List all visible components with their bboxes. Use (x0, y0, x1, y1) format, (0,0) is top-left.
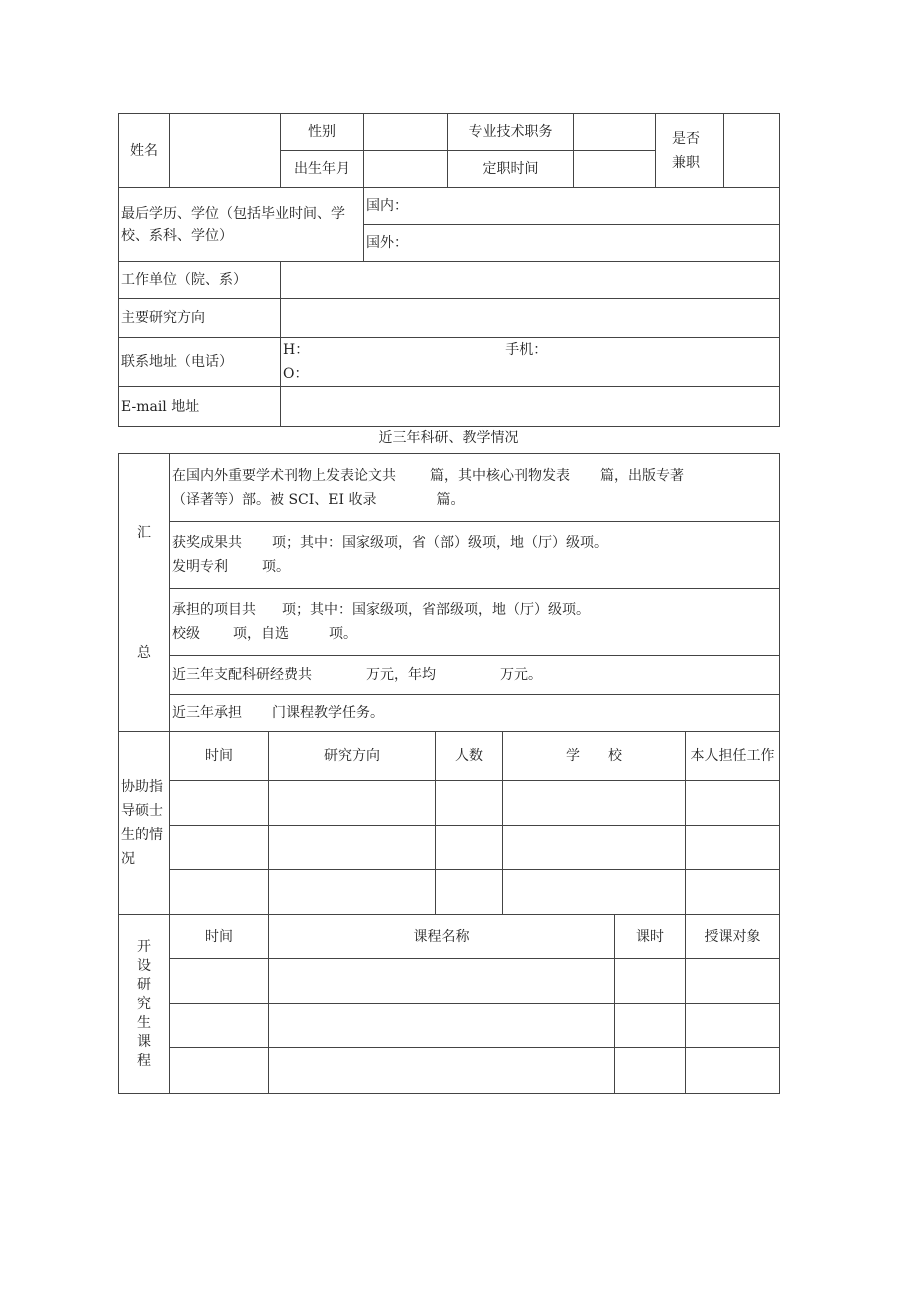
contact-field[interactable] (281, 338, 780, 387)
funding-text-3: 万元。 (500, 667, 542, 683)
research-label: 主要研究方向 (119, 299, 281, 338)
school-text-2: 项，自选 (233, 626, 289, 642)
table-row (119, 781, 780, 826)
cell[interactable] (170, 959, 269, 1004)
cell[interactable] (615, 1004, 686, 1048)
cell[interactable] (686, 826, 780, 870)
cell[interactable] (269, 870, 436, 915)
email-label: E-mail 地址 (119, 387, 281, 427)
table-row (119, 1004, 780, 1048)
school-text-3: 项。 (329, 626, 357, 642)
papers-text-4: （译著等）部。被 SCI、EI 收录 (172, 491, 377, 508)
funding-text-2: 万元，年均 (366, 667, 436, 683)
cell[interactable] (436, 826, 503, 870)
courses-text-1: 近三年承担 (172, 705, 242, 721)
courses-label: 开设研究生课程 (119, 915, 170, 1094)
domestic-label: 国内： (366, 198, 408, 214)
cell[interactable] (170, 1048, 269, 1094)
courses-text-2: 门课程教学任务。 (272, 705, 384, 721)
basic-info-table (118, 113, 780, 427)
header-role: 本人担任工作 (686, 732, 780, 781)
projects-text-2: 项；其中：国家级项，省部级项，地（厅）级项。 (282, 602, 590, 618)
contact-label: 联系地址（电话） (119, 338, 281, 387)
workplace-label: 工作单位（院、系） (119, 262, 281, 299)
supervision-table (118, 731, 780, 915)
school-text-1: 校级 (172, 626, 200, 642)
cell[interactable] (269, 826, 436, 870)
cell[interactable] (686, 870, 780, 915)
foreign-field[interactable] (364, 225, 780, 262)
header-course-name: 课程名称 (269, 915, 615, 959)
projects-cell[interactable] (170, 589, 780, 656)
cell[interactable] (436, 781, 503, 826)
papers-cell[interactable] (170, 454, 780, 522)
cell[interactable] (269, 1048, 615, 1094)
summary-label-1: 汇 (137, 524, 151, 541)
header-school: 学 校 (503, 732, 686, 781)
awards-text-2: 项；其中：国家级项，省（部）级项，地（厅）级项。 (272, 535, 608, 551)
research-field[interactable] (281, 299, 780, 338)
table-row (119, 870, 780, 915)
papers-text-3: 篇，出版专著 (600, 467, 684, 484)
parttime-field[interactable] (724, 114, 780, 188)
home-phone-label: H： (283, 342, 310, 358)
header-research: 研究方向 (269, 732, 436, 781)
papers-text-5: 篇。 (436, 491, 465, 508)
supervision-label: 协助指导硕士生的情况 (119, 732, 170, 915)
cell[interactable] (503, 781, 686, 826)
gender-label: 性别 (281, 114, 364, 151)
title-date-field[interactable] (574, 151, 656, 188)
summary-label (119, 454, 170, 732)
header-time: 时间 (170, 732, 269, 781)
cell[interactable] (269, 959, 615, 1004)
papers-text-1: 在国内外重要学术刊物上发表论文共 (172, 467, 396, 484)
cell[interactable] (269, 1004, 615, 1048)
awards-cell[interactable] (170, 522, 780, 589)
parttime-label: 是否兼职 (656, 114, 724, 188)
education-label: 最后学历、学位（包括毕业时间、学校、系科、学位） (119, 188, 364, 262)
mobile-label: 手机： (505, 342, 548, 358)
header-hours: 课时 (615, 915, 686, 959)
cell[interactable] (269, 781, 436, 826)
cell[interactable] (615, 959, 686, 1004)
cell[interactable] (503, 826, 686, 870)
cell[interactable] (503, 870, 686, 915)
name-label: 姓名 (119, 114, 170, 188)
cell[interactable] (170, 826, 269, 870)
courses-count-cell[interactable] (170, 695, 780, 732)
birth-label: 出生年月 (281, 151, 364, 188)
cell[interactable] (436, 870, 503, 915)
foreign-label: 国外： (366, 235, 408, 251)
title-field[interactable] (574, 114, 656, 151)
cell[interactable] (686, 1004, 780, 1048)
gender-field[interactable] (364, 114, 448, 151)
section-caption: 近三年科研、教学情况 (378, 430, 519, 446)
cell[interactable] (686, 959, 780, 1004)
summary-table (118, 453, 780, 732)
email-field[interactable] (281, 387, 780, 427)
patent-text-2: 项。 (262, 559, 290, 575)
papers-text-2: 篇，其中核心刊物发表 (430, 467, 570, 484)
header-time: 时间 (170, 915, 269, 959)
table-row (119, 826, 780, 870)
domestic-field[interactable] (364, 188, 780, 225)
projects-text-1: 承担的项目共 (172, 602, 256, 618)
title-label: 专业技术职务 (448, 114, 574, 151)
header-count: 人数 (436, 732, 503, 781)
awards-text-1: 获奖成果共 (172, 535, 242, 551)
summary-label-2: 总 (137, 644, 151, 661)
table-row (119, 1048, 780, 1094)
header-audience: 授课对象 (686, 915, 780, 959)
cell[interactable] (170, 1004, 269, 1048)
cell[interactable] (170, 781, 269, 826)
cell[interactable] (686, 1048, 780, 1094)
funding-text-1: 近三年支配科研经费共 (172, 667, 312, 683)
workplace-field[interactable] (281, 262, 780, 299)
funding-cell[interactable] (170, 656, 780, 695)
cell[interactable] (615, 1048, 686, 1094)
title-date-label: 定职时间 (448, 151, 574, 188)
office-phone-label: O： (283, 366, 309, 382)
table-row (119, 959, 780, 1004)
patent-text-1: 发明专利 (172, 559, 228, 575)
cell[interactable] (686, 781, 780, 826)
courses-table (118, 914, 780, 1094)
name-field[interactable] (170, 114, 281, 188)
cell[interactable] (170, 870, 269, 915)
birth-field[interactable] (364, 151, 448, 188)
